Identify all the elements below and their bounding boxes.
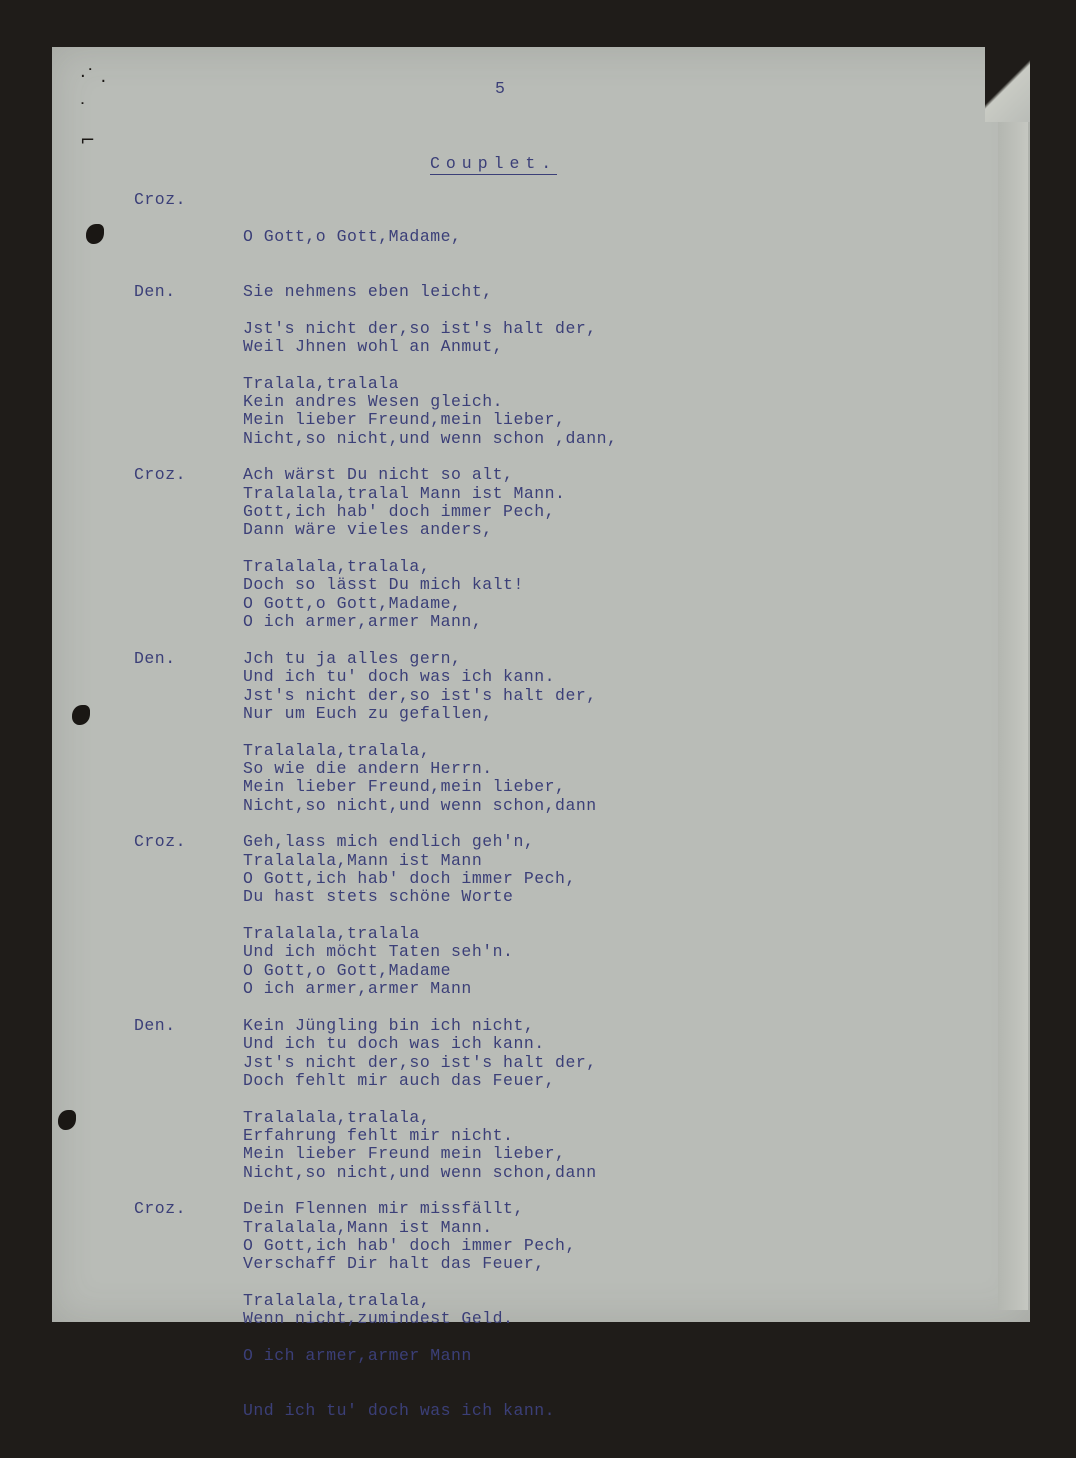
speaker-label: Den.	[134, 649, 176, 668]
verse-line: Tralalala,tralala,	[243, 1291, 431, 1311]
verse-line: Tralalala,tralala	[243, 924, 420, 944]
verse-line: Du hast stets schöne Worte	[243, 887, 514, 907]
verse-line: Mein lieber Freund,mein lieber,	[243, 776, 566, 796]
verse-line: Doch so lässt Du mich kalt!	[243, 575, 524, 595]
verse-line: O Gott,o Gott,Madame,	[243, 593, 462, 613]
verse-line: Ach wärst Du nicht so alt,	[243, 465, 514, 485]
speaker-label: Den.	[134, 1016, 176, 1035]
verse-line: Kein andres Wesen gleich.	[243, 392, 504, 412]
verse-line: O ich armer,armer Mann	[243, 979, 472, 999]
ink-speck: ·˙ .	[80, 66, 107, 87]
verse-line: Nicht,so nicht,und wenn schon,dann	[243, 796, 597, 816]
verse-line: Jst's nicht der,so ist's halt der,	[243, 318, 597, 338]
verse-line: Tralalala,tralala,	[243, 557, 431, 577]
verse-line: Gott,ich hab' doch immer Pech,	[243, 501, 556, 521]
verse-line: Kein Jüngling bin ich nicht,	[243, 1016, 535, 1036]
verse-line: Verschaff Dir halt das Feuer,	[243, 1254, 545, 1274]
verse-line: Doch fehlt mir auch das Feuer,	[243, 1071, 556, 1091]
verse-line: O Gott,ich hab' doch immer Pech,	[243, 1235, 576, 1255]
verse-line: O ich armer,armer Mann,	[243, 612, 483, 632]
speaker-label: Croz.	[134, 190, 187, 209]
folded-corner	[985, 47, 1030, 122]
verse-line: Tralala,tralala	[243, 374, 400, 394]
verse-line: Nur um Euch zu gefallen,	[243, 704, 493, 724]
verse-line: Tralalala,tralala,	[243, 1108, 431, 1128]
verse-line: Tralalala,tralal Mann ist Mann.	[243, 484, 566, 504]
verse-line: Tralalala,tralala,	[243, 741, 431, 761]
speaker-label: Croz.	[134, 465, 187, 484]
verse-line: Und ich tu doch was ich kann.	[243, 1034, 545, 1054]
verse-line: So wie die andern Herrn.	[243, 759, 493, 779]
page-number: 5	[495, 79, 506, 98]
verse-line: Tralalala,Mann ist Mann.	[243, 1218, 493, 1238]
ink-speck: ˙	[78, 100, 87, 121]
verse-line: Und ich tu' doch was ich kann.	[243, 667, 556, 687]
verse-line: Jch tu ja alles gern,	[243, 649, 462, 669]
verse-line: Jst's nicht der,so ist's halt der,	[243, 685, 597, 705]
verse-line: Dein Flennen mir missfällt,	[243, 1199, 524, 1219]
speaker-label: Den.	[134, 282, 176, 301]
verse-line: O ich armer,armer Mann	[243, 1346, 472, 1366]
verse-line: Sie nehmens eben leicht,	[243, 282, 493, 302]
verse-line: Weil Jhnen wohl an Anmut,	[243, 337, 504, 357]
verse-line: Erfahrung fehlt mir nicht.	[243, 1126, 514, 1146]
verse-line: Nicht,so nicht,und wenn schon,dann	[243, 1163, 597, 1183]
verse-line: Nicht,so nicht,und wenn schon ,dann,	[243, 429, 618, 449]
speaker-label: Croz.	[134, 1199, 187, 1218]
verse-lines	[243, 1200, 576, 1458]
verse-line: Jst's nicht der,so ist's halt der,	[243, 1052, 597, 1072]
verse-line: Mein lieber Freund mein lieber,	[243, 1143, 566, 1163]
verse-line: Dann wäre vieles anders,	[243, 520, 493, 540]
verse-line: Tralalala,Mann ist Mann	[243, 851, 483, 871]
verse-line: Geh,lass mich endlich geh'n,	[243, 832, 535, 852]
verse-line: O Gott,o Gott,Madame	[243, 960, 452, 980]
verse-line: Und ich möcht Taten seh'n.	[243, 942, 514, 962]
speaker-label: Croz.	[134, 832, 187, 851]
verse-line: Und ich tu' doch was ich kann.	[243, 1401, 556, 1421]
ink-speck: ⌐	[80, 130, 96, 151]
verse-line: Wenn nicht,zumindest Geld.	[243, 1309, 514, 1329]
verse-line: O Gott,o Gott,Madame,	[243, 226, 462, 246]
verse-line: O Gott,ich hab' doch immer Pech,	[243, 868, 576, 888]
page-title: Couplet.	[430, 155, 557, 175]
verse-line: Mein lieber Freund,mein lieber,	[243, 409, 566, 429]
